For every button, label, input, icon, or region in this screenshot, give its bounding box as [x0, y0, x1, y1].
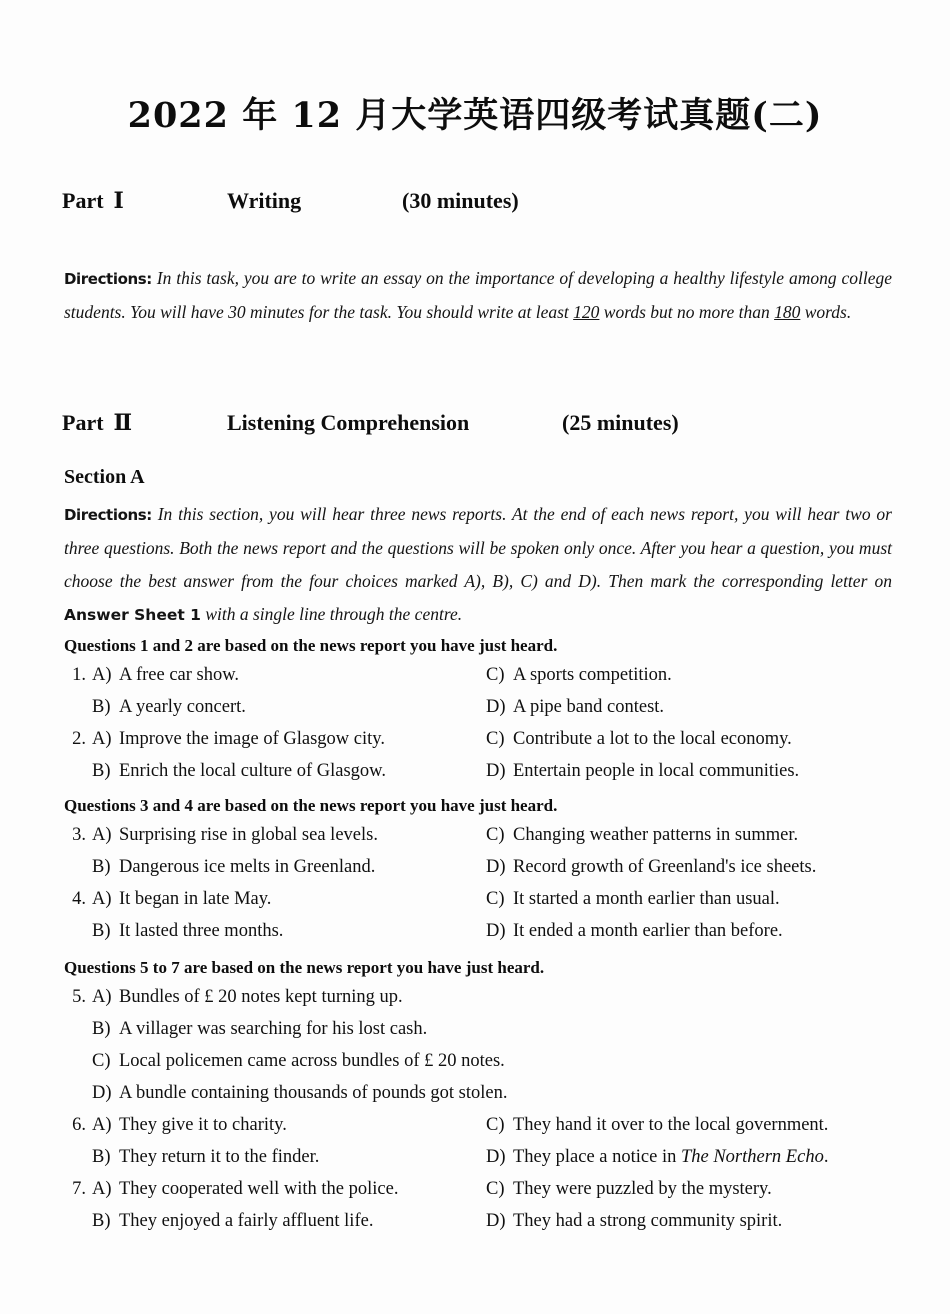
- question-option-row: [64, 1211, 894, 1243]
- part-1-numeral: Ⅰ: [113, 188, 124, 213]
- option-c[interactable]: [486, 889, 780, 910]
- option-tag: D): [486, 1211, 506, 1231]
- part-2-time-allowance: (25 minutes): [562, 410, 679, 435]
- option-c[interactable]: [486, 665, 672, 686]
- option-tag: B): [92, 857, 111, 877]
- option-text: Bundles of £ 20 notes kept turning up.: [119, 987, 403, 1007]
- option-tag: A): [92, 987, 112, 1007]
- option-c[interactable]: [92, 1051, 505, 1072]
- option-text: They return it to the finder.: [119, 1147, 320, 1167]
- option-tag: C): [92, 1051, 111, 1071]
- directions-label: Directions:: [64, 270, 152, 288]
- question-number: 4.: [72, 889, 86, 909]
- section-a-heading: Section A: [64, 466, 145, 488]
- min-words-value: 120: [573, 302, 600, 322]
- question-number: 3.: [72, 825, 86, 845]
- option-text: A sports competition.: [513, 665, 672, 685]
- question-option-row: [64, 889, 894, 921]
- question-option-row: [64, 1179, 894, 1211]
- option-c[interactable]: [486, 1179, 772, 1200]
- option-tag: C): [486, 889, 505, 909]
- option-tag: A): [92, 665, 112, 685]
- option-text-italic: The Northern Echo: [680, 1147, 824, 1167]
- directions-text-b: with a single line through the centre.: [200, 604, 463, 624]
- option-tag: B): [92, 761, 111, 781]
- option-text: Record growth of Greenland's ice sheets.: [513, 857, 817, 877]
- part-2-title: Listening Comprehension: [227, 410, 470, 435]
- question-option-row: [64, 857, 894, 889]
- option-tag: D): [486, 761, 506, 781]
- question-number: 7.: [72, 1179, 86, 1199]
- option-tag: C): [486, 729, 505, 749]
- option-b[interactable]: [92, 1211, 373, 1232]
- directions-text-a: In this task, you are to write an essay on the importance of developing a healthy lifestyle among college students. You will have 30 minutes for the task. You should write at least: [64, 268, 892, 322]
- question-option-row: [64, 1019, 894, 1051]
- option-tag: C): [486, 1115, 505, 1135]
- option-d[interactable]: [486, 1211, 782, 1232]
- question-option-row: [64, 1051, 894, 1083]
- question-option-row: [64, 1115, 894, 1147]
- option-d[interactable]: [486, 761, 799, 782]
- max-words-value: 180: [774, 302, 801, 322]
- option-a[interactable]: [92, 729, 385, 750]
- question-group-heading: Questions 1 and 2 are based on the news report you have just heard.: [64, 636, 558, 655]
- directions-text-c: words.: [800, 302, 852, 322]
- option-d[interactable]: [486, 857, 816, 878]
- option-tag: B): [92, 1211, 111, 1231]
- question-group-heading: Questions 5 to 7 are based on the news report you have just heard.: [64, 958, 545, 977]
- option-tag: D): [92, 1083, 112, 1103]
- option-a[interactable]: [92, 1115, 287, 1136]
- option-tag: B): [92, 1019, 111, 1039]
- question-option-row: [64, 987, 894, 1019]
- option-tag: D): [486, 857, 506, 877]
- option-text: They were puzzled by the mystery.: [513, 1179, 772, 1199]
- option-text: Enrich the local culture of Glasgow.: [119, 761, 386, 781]
- page-title: 2022 年 12 月大学英语四级考试真题(二): [127, 95, 823, 136]
- directions-text-a: In this section, you will hear three news reports. At the end of each news report, you will hear two or three questions. Both the news report and the questions will be spoken only once. After you hear a question, you must choose the best answer from the four choices marked A), B), C) and D). Then mark the corresponding letter on: [64, 504, 892, 591]
- option-text: They give it to charity.: [119, 1115, 287, 1135]
- option-a[interactable]: [92, 665, 239, 686]
- question-option-row: [64, 825, 894, 857]
- question-option-row: [64, 1147, 894, 1179]
- option-text: A bundle containing thousands of pounds got stolen.: [119, 1083, 508, 1103]
- option-tag: D): [486, 697, 506, 717]
- option-text: It started a month earlier than usual.: [513, 889, 780, 909]
- option-text: They enjoyed a fairly affluent life.: [119, 1211, 374, 1231]
- option-c[interactable]: [486, 729, 792, 750]
- question-option-row: [64, 665, 894, 697]
- option-text: Contribute a lot to the local economy.: [513, 729, 792, 749]
- option-text: They cooperated well with the police.: [119, 1179, 399, 1199]
- section-a-directions: [64, 498, 892, 632]
- option-tag: C): [486, 1179, 505, 1199]
- option-tag: A): [92, 825, 112, 845]
- option-b[interactable]: [92, 1147, 319, 1168]
- option-text: Surprising rise in global sea levels.: [119, 825, 378, 845]
- option-b[interactable]: [92, 857, 375, 878]
- option-d[interactable]: [486, 697, 664, 718]
- option-text: Dangerous ice melts in Greenland.: [119, 857, 376, 877]
- question-option-row: [64, 729, 894, 761]
- question-option-row: [64, 761, 894, 793]
- option-text: It lasted three months.: [119, 921, 284, 941]
- answer-sheet-reference: Answer Sheet 1: [64, 606, 201, 624]
- option-tag: A): [92, 1179, 112, 1199]
- option-d[interactable]: [92, 1083, 507, 1104]
- option-text: Changing weather patterns in summer.: [513, 825, 799, 845]
- option-b[interactable]: [92, 1019, 427, 1040]
- option-tag: D): [486, 921, 506, 941]
- option-c[interactable]: [486, 1115, 828, 1136]
- option-b[interactable]: [92, 697, 246, 718]
- option-a[interactable]: [92, 987, 403, 1008]
- option-text: A free car show.: [119, 665, 240, 685]
- option-text: Local policemen came across bundles of £ 20 notes.: [119, 1051, 505, 1071]
- question-number: 6.: [72, 1115, 86, 1135]
- option-tag: B): [92, 697, 111, 717]
- option-a[interactable]: [92, 825, 378, 846]
- option-a[interactable]: [92, 1179, 398, 1200]
- option-tag: D): [486, 1147, 506, 1167]
- option-b[interactable]: [92, 921, 283, 942]
- option-text-after: .: [823, 1147, 829, 1167]
- question-number: 5.: [72, 987, 86, 1007]
- option-tag: A): [92, 729, 112, 749]
- part-1-header: [62, 188, 892, 214]
- option-d[interactable]: [486, 1147, 828, 1168]
- option-text: A pipe band contest.: [513, 697, 665, 717]
- option-text: It began in late May.: [119, 889, 272, 909]
- option-tag: A): [92, 1115, 112, 1135]
- option-text: Improve the image of Glasgow city.: [119, 729, 385, 749]
- part-1-time-allowance: (30 minutes): [402, 188, 519, 213]
- option-tag: C): [486, 825, 505, 845]
- question-option-row: [64, 697, 894, 729]
- part-2-header: [62, 410, 892, 436]
- option-text: A villager was searching for his lost cash.: [119, 1019, 428, 1039]
- part-1-label: Part: [62, 188, 104, 213]
- question-option-row: [64, 921, 894, 953]
- option-text: They had a strong community spirit.: [513, 1211, 783, 1231]
- directions-text-b: words but no more than: [599, 302, 775, 322]
- directions-label: Directions:: [64, 506, 152, 524]
- part-2-numeral: Ⅱ: [113, 410, 133, 435]
- part-1-title: Writing: [227, 188, 302, 213]
- option-tag: B): [92, 1147, 111, 1167]
- option-text: They hand it over to the local government.: [513, 1115, 829, 1135]
- option-a[interactable]: [92, 889, 271, 910]
- option-c[interactable]: [486, 825, 798, 846]
- option-tag: C): [486, 665, 505, 685]
- option-b[interactable]: [92, 761, 386, 782]
- question-group-heading: Questions 3 and 4 are based on the news report you have just heard.: [64, 796, 558, 815]
- question-number: 2.: [72, 729, 86, 749]
- question-number: 1.: [72, 665, 86, 685]
- option-tag: B): [92, 921, 111, 941]
- option-tag: A): [92, 889, 112, 909]
- option-d[interactable]: [486, 921, 783, 942]
- option-text: Entertain people in local communities.: [513, 761, 800, 781]
- part-2-label: Part: [62, 410, 104, 435]
- option-text: They place a notice in: [513, 1147, 681, 1167]
- question-option-row: [64, 1083, 894, 1115]
- option-text: It ended a month earlier than before.: [513, 921, 783, 941]
- option-text: A yearly concert.: [119, 697, 246, 717]
- part-1-directions: [64, 262, 892, 329]
